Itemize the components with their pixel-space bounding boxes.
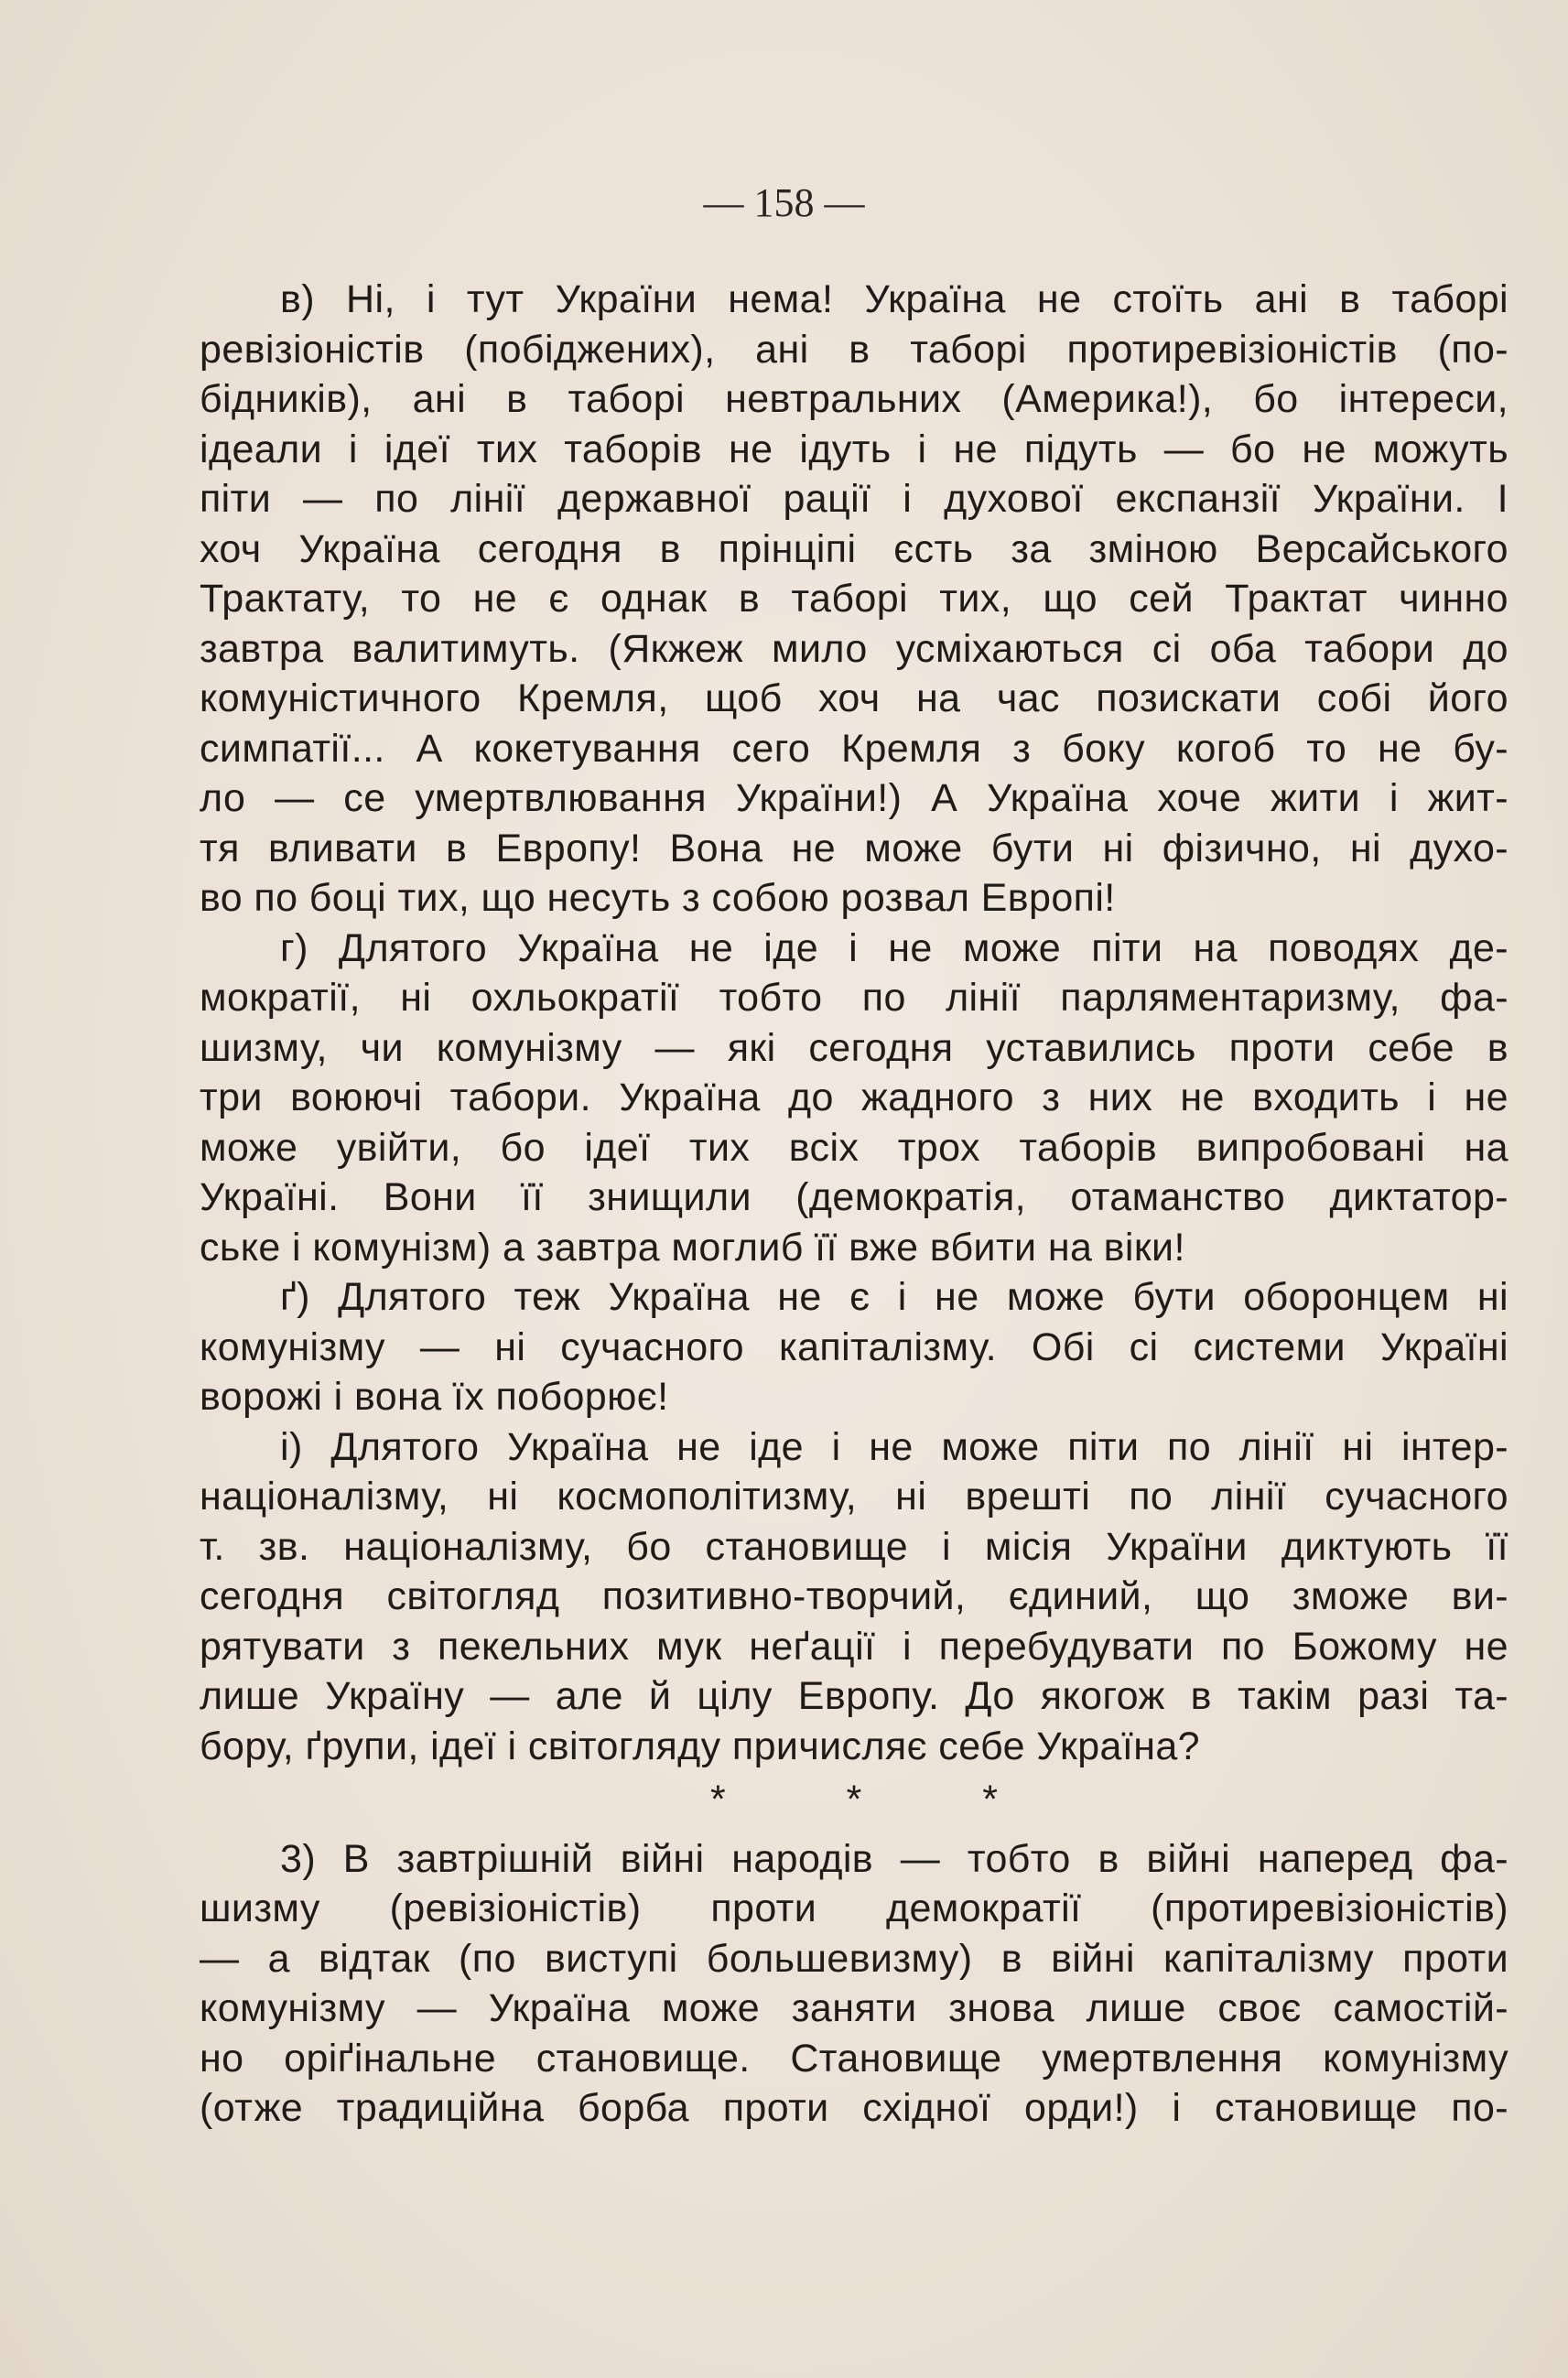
text-line: ідеали і ідеї тих таборів не ідуть і не підуть — бо не можуть [200,427,1509,471]
text-line: бору, ґрупи, ідеї і світогляду причисляє себе Україна? [200,1724,1200,1768]
text-line: ґ) Длятого теж Україна не є і не може бути оборонцем ні [280,1275,1509,1319]
text-line: 3) В завтрішній війні народів — тобто в війні наперед фа- [280,1836,1509,1881]
page-number: — 158 — [703,180,865,225]
text-line: Україні. Вони її знищили (демократія, отаманство диктатор- [200,1175,1509,1219]
text-line: і) Длятого Україна не іде і не може піти по лінії ні інтер- [280,1424,1509,1469]
text-line: г) Длятого Україна не іде і не може піти на поводях де- [280,925,1509,970]
text-line: шизму, чи комунізму — які сегодня уставились проти себе в [200,1025,1509,1070]
text-line: шизму (ревізіоністів) проти демократії (протиревізіоністів) [200,1886,1509,1930]
text-line: во по боці тих, що несуть з собою розвал Европі! [200,876,1116,920]
text-line: три воюючі табори. Україна до жадного з них не входить і не [200,1076,1509,1119]
text-line: рятувати з пекельних мук неґації і перебудувати по Божому не [200,1624,1509,1669]
text-line: ворожі і вона їх поборює! [200,1375,669,1419]
text-line: — а відтак (по виступі большевизму) в війні капіталізму проти [200,1936,1509,1981]
text-line: ське і комунізм) а завтра моглиб її вже вбити на віки! [200,1225,1185,1270]
text-line: націоналізму, ні космополітизму, ні врешті по лінії сучасного [200,1475,1509,1519]
text-line: но оріґінальне становище. Становище умертвлення комунізму [200,2036,1509,2081]
text-line: сегодня світогляд позитивно-творчий, єдиний, що зможе ви- [200,1574,1509,1618]
text-line: може увійти, бо ідеї тих всіх трох таборів випробовані на [200,1125,1509,1170]
text-line: симпатії... А кокетування сего Кремля з боку когоб то не бу- [200,726,1509,771]
text-line: т. зв. націоналізму, бо становище і місія України диктують її [200,1524,1509,1569]
text-line: ревізіоністів (побіджених), ані в таборі протиревізіоністів (по- [200,327,1509,372]
text-line: комунізму — ні сучасного капіталізму. Обі сі системи Україні [200,1324,1509,1369]
text-line: тя вливати в Европу! Вона не може бути ні фізично, ні духо- [200,826,1509,870]
text-line: лише Україну — але й цілу Европу. До якогож в такім разі та- [200,1674,1509,1718]
text-line: в) Ні, і тут України нема! Україна не стоїть ані в таборі [280,277,1509,321]
section-separator: * * * [709,1778,1054,1821]
text-line: піти — по лінії державної рації і духової експанзії України. І [200,477,1509,521]
text-line: завтра валитимуть. (Якжеж мило усміхаються сі оба табори до [200,626,1509,671]
body-text [200,275,1509,2134]
text-line: Трактату, то не є однак в таборі тих, що сей Трактат чинно [200,577,1509,621]
text-line: мократії, ні охльократії тобто по лінії парляментаризму, фа- [200,976,1509,1020]
text-line: (отже традиційна борба проти східної орди!) і становище по- [200,2086,1509,2130]
text-line: комуністичного Кремля, щоб хоч на час позискати собі його [200,676,1509,720]
text-line: бідників), ані в таборі невтральних (Америка!), бо інтереси, [200,377,1509,421]
text-line: ло — се умертвлювання України!) А Україна хоче жити і жит- [200,776,1509,820]
text-line: хоч Україна сегодня в прінціпі єсть за зміною Версайського [200,526,1509,571]
text-line: комунізму — Україна може заняти знова лише своє самостій- [200,1986,1509,2030]
